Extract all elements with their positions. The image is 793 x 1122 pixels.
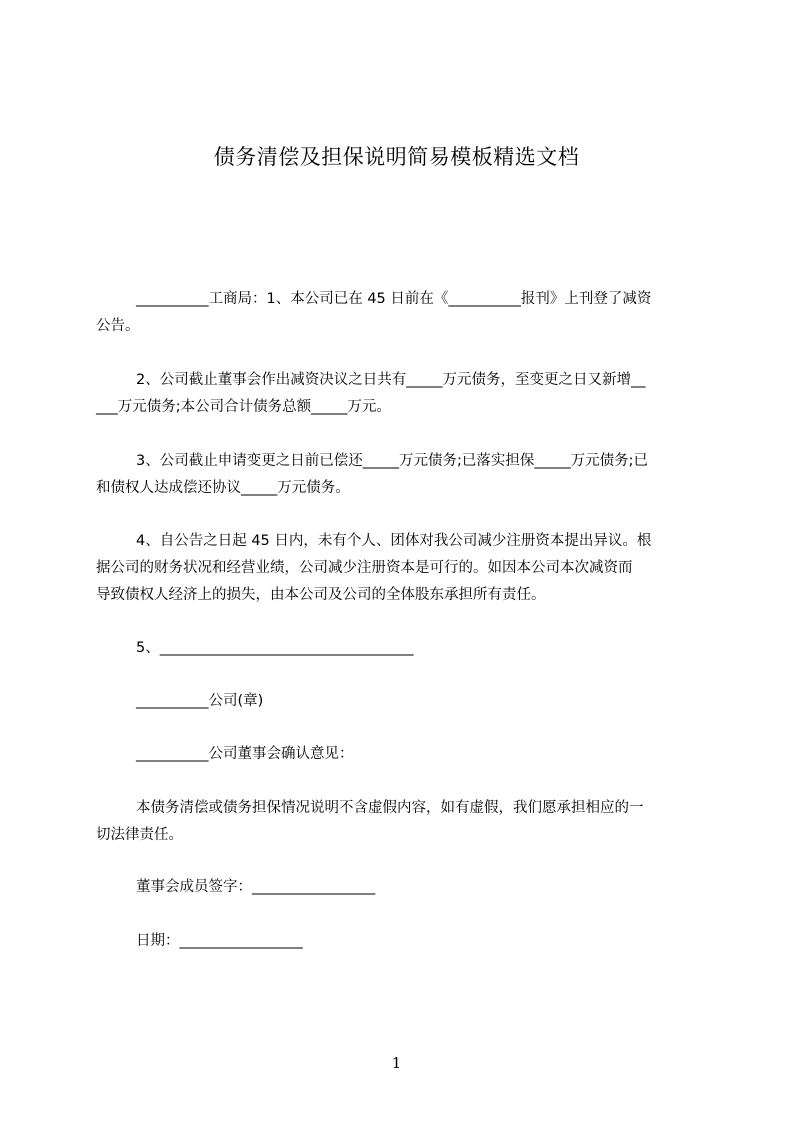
- paragraph-1-line-2: 公告。: [96, 318, 140, 334]
- paragraph-4: [96, 528, 708, 609]
- paragraph-1: [96, 286, 708, 340]
- declaration-line-2: 切法律责任。: [96, 827, 183, 843]
- page-number: 1: [391, 1054, 402, 1072]
- date-text: 日期：_________________: [136, 933, 303, 949]
- paragraph-4-line-2: 据公司的财务状况和经营业绩，公司减少注册资本是可行的。如因本公司本次减资而: [96, 560, 633, 576]
- paragraph-4-line-3: 导致债权人经济上的损失，由本公司及公司的全体股东承担所有责任。: [96, 587, 546, 603]
- board-opinion-line: [96, 741, 708, 768]
- company-seal-text: __________公司(章): [136, 693, 264, 709]
- paragraph-3-line-2: 和债权人达成偿还协议_____万元债务。: [96, 480, 350, 496]
- declaration-line-1: 本债务清偿或债务担保情况说明不含虚假内容，如有虚假，我们愿承担相应的一: [136, 800, 644, 816]
- signature-line: [96, 874, 708, 901]
- declaration-paragraph: [96, 795, 708, 849]
- paragraph-5: [96, 635, 708, 662]
- paragraph-2: [96, 367, 708, 421]
- document-title: 债务清偿及担保说明简易模板精选文档: [213, 145, 580, 169]
- paragraph-3: [96, 448, 708, 502]
- paragraph-1-line-1: __________工商局：1、本公司已在 45 日前在《__________报刊》上刊登了减资: [136, 291, 652, 307]
- company-seal-line: [96, 688, 708, 715]
- paragraph-4-line-1: 4、自公告之日起 45 日内，未有个人、团体对我公司减少注册资本提出异议。根: [136, 533, 652, 549]
- paragraph-5-text: 5、___________________________________: [136, 640, 414, 656]
- paragraph-3-line-1: 3、公司截止申请变更之日前已偿还_____万元债务;已落实担保_____万元债务;已: [136, 453, 648, 469]
- date-line: [96, 928, 708, 955]
- paragraph-2-line-1: 2、公司截止董事会作出减资决议之日共有_____万元债务，至变更之日又新增__: [136, 372, 646, 388]
- paragraph-2-line-2: ___万元债务;本公司合计债务总额_____万元。: [96, 399, 391, 415]
- signature-text: 董事会成员签字：_________________: [136, 879, 376, 895]
- board-opinion-text: __________公司董事会确认意见：: [136, 746, 354, 762]
